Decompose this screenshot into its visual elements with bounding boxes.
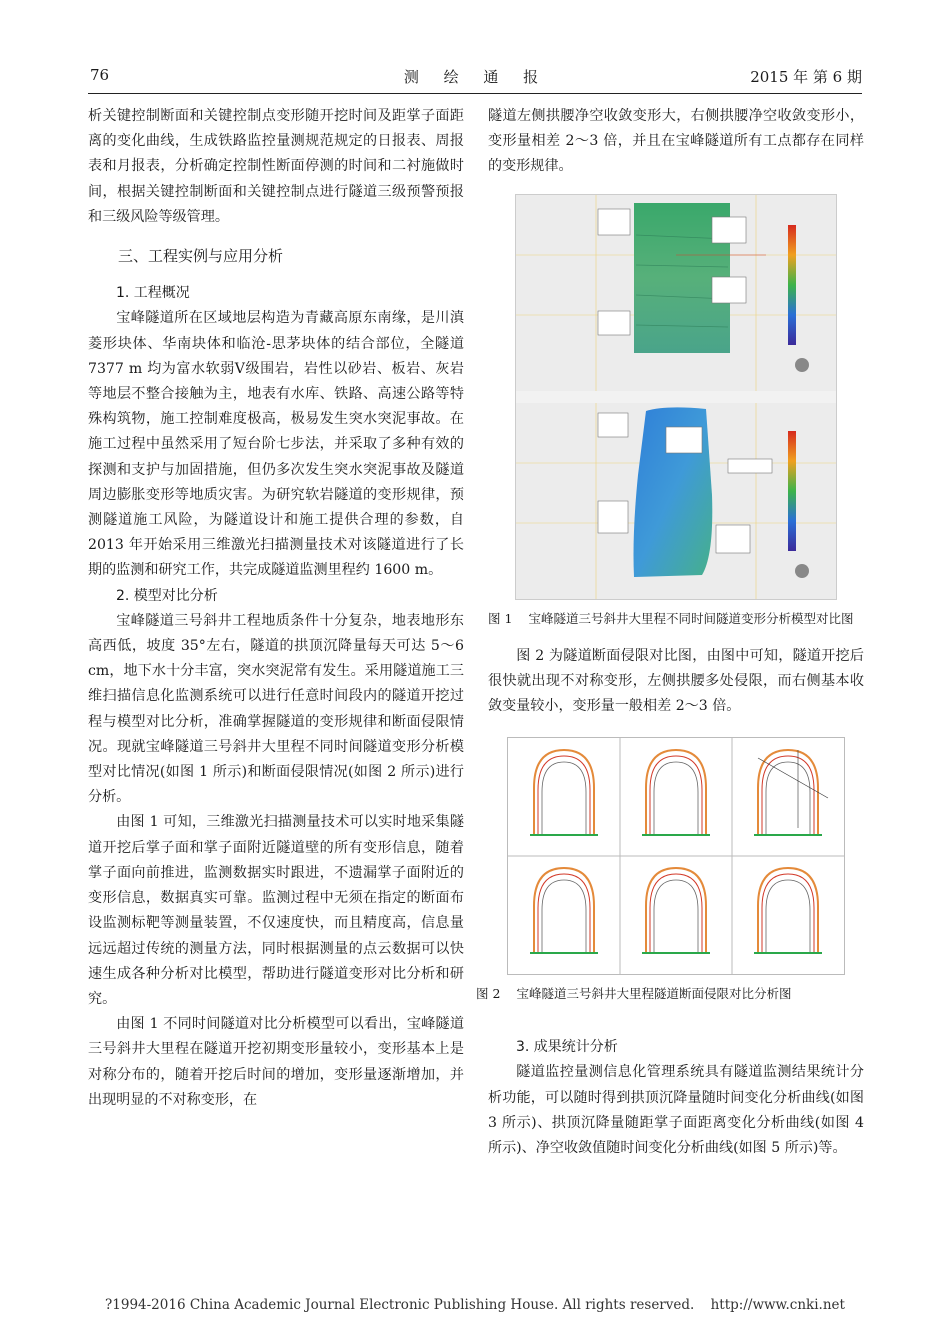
footer-url[interactable]: http://www.cnki.net: [710, 1297, 845, 1313]
figure-2-caption: [476, 983, 864, 1005]
caption-number: 图 2: [476, 986, 501, 1002]
figure-1-caption: [488, 608, 864, 630]
copyright-text: ?1994-2016 China Academic Journal Electronic Publishing House. All rights reserved.: [105, 1297, 695, 1313]
figure-1-image: [515, 194, 837, 600]
right-column: [476, 104, 864, 1161]
subsection-title: 1. 工程概况: [116, 285, 190, 302]
header-rule: [88, 93, 862, 94]
page-footer: [0, 1297, 950, 1313]
caption-text: 宝峰隧道三号斜井大里程不同时间隧道变形分析模型对比图: [528, 610, 854, 626]
page-number: 76: [90, 66, 110, 84]
section-title: 三、工程实例与应用分析: [118, 247, 284, 266]
journal-title: 测 绘 通 报: [403, 68, 549, 86]
paragraph: 由图 1 可知，三维激光扫描测量技术可以实时地采集隧道开挖后掌子面和掌子面附近隧道壁的所有变形信息，随着掌子面向前推进，监测数据实时跟进，不遗漏掌子面附近的变形信息，数据真实可靠。监测过程中无须在指定的断面布设监测标靶等测量装置，不仅速度快，而且精度高，信息量远远超过传统的测量方法，同时根据测量的点云数据可以快速生成各种分析对比模型，帮助进行隧道变形对比分析和研究。: [88, 814, 464, 1007]
paragraph: 由图 1 不同时间隧道对比分析模型可以看出，宝峰隧道三号斜井大里程在隧道开挖初期变形量较小，变形基本上是对称分布的，随着开挖后时间的增加，变形量逐渐增加，并出现明显的不对称变形，在: [88, 1016, 464, 1108]
figure-2-image: [507, 737, 845, 975]
left-column: [88, 104, 464, 1113]
subsection-title: 3. 成果统计分析: [516, 1039, 618, 1056]
subsection-title: 2. 模型对比分析: [116, 587, 218, 604]
caption-number: 图 1: [488, 610, 513, 626]
paragraph: 隧道监控量测信息化管理系统具有隧道监测结果统计分析功能，可以随时得到拱顶沉降量随时间变化分析曲线(如图 3 所示)、拱顶沉降量随距掌子面距离变化分析曲线(如图 4 所示)、净空收敛值随时间变化分析曲线(如图 5 所示)等。: [488, 1064, 864, 1157]
paragraph: 析关键控制断面和关键控制点变形随开挖时间及距掌子面距离的变化曲线，生成铁路监控量测规范规定的日报表、周报表和月报表，分析确定控制性断面停测的时间和二衬施做时间，根据关键控制断面和关键控制点进行隧道三级预警预报和三级风险等级管理。: [88, 108, 464, 225]
paragraph: 图 2 为隧道断面侵限对比图，由图中可知，隧道开挖后很快就出现不对称变形，左侧拱腰多处侵限，而右侧基本收敛变量较小，变形量一般相差 2～3 倍。: [488, 647, 864, 715]
issue-label: 2015 年 第 6 期: [750, 68, 862, 86]
page-header: [90, 66, 862, 88]
caption-text: 宝峰隧道三号斜井大里程隧道断面侵限对比分析图: [516, 986, 792, 1002]
paragraph: 隧道左侧拱腰净空收敛变形大，右侧拱腰净空收敛变形小，变形量相差 2～3 倍，并且在宝峰隧道所有工点都存在同样的变形规律。: [488, 108, 864, 175]
paragraph: 宝峰隧道三号斜井工程地质条件十分复杂，地表地形东高西低，坡度 35°左右，隧道的拱顶沉降量每天可达 5～6 cm，地下水十分丰富，突水突泥常有发生。采用隧道施工三维扫描信息化监测系统可以进行任意时间段内的隧道开挖过程与模型对比分析，准确掌握隧道的变形规律和断面侵限情况。现就宝峰隧道三号斜井大里程不同时间隧道变形分析模型对比情况(如图 1 所示)和断面侵限情况(如图 2 所示)进行分析。: [88, 612, 464, 806]
paragraph: 宝峰隧道所在区域地层构造为青藏高原东南缘，是川滇菱形块体、华南块体和临沧-思茅块体的结合部位，全隧道 7377 m 均为富水软弱Ⅴ级围岩，岩性以砂岩、板岩、灰岩等地层不整合接触为主，地表有水库、铁路、高速公路等特殊构筑物，施工控制难度极高，极易发生突水突泥事故。在施工过程中虽然采用了短台阶七步法，并采取了多种有效的探测和支护与加固措施，但仍多次发生突水突泥事故及隧道周边膨胀变形等地质灾害。为研究软岩隧道的变形规律，预测隧道施工风险，为隧道设计和施工提供合理的参数，自 2013 年开始采用三维激光扫描测量技术对该隧道进行了长期的监测和研究工作，共完成隧道监测里程约 1600 m。: [88, 310, 464, 579]
